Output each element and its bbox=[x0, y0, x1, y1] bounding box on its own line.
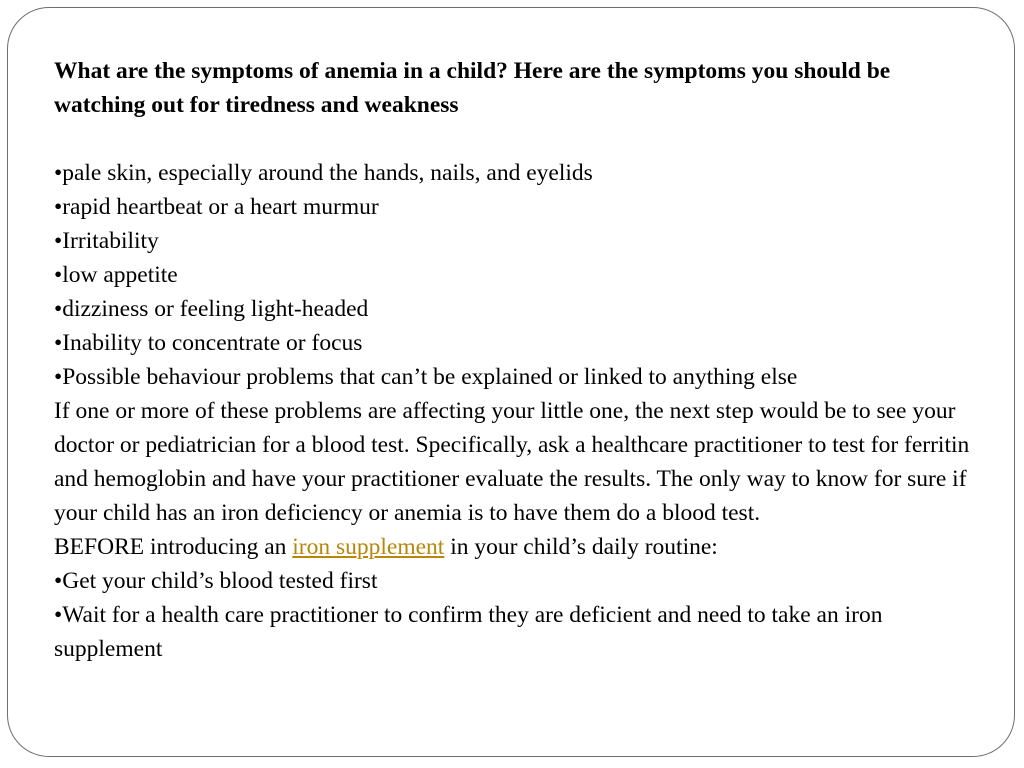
steps-list bbox=[54, 564, 984, 666]
step-item: •Get your child’s blood tested first bbox=[54, 568, 378, 594]
slide-content bbox=[54, 54, 984, 666]
symptom-item: •Inability to concentrate or focus bbox=[54, 330, 363, 356]
symptom-item: •dizziness or feeling light-headed bbox=[54, 296, 369, 322]
symptom-item: •Irritability bbox=[54, 228, 159, 254]
symptom-item: •Possible behaviour problems that can’t be explained or linked to anything else bbox=[54, 364, 798, 390]
iron-supplement-link[interactable]: iron supplement bbox=[292, 534, 445, 560]
symptom-item: •pale skin, especially around the hands, nails, and eyelids bbox=[54, 160, 593, 186]
advice-paragraph: If one or more of these problems are affecting your little one, the next step would be to see your doctor or pediatrician for a blood test. Specifically, ask a healthcare practitioner to test for ferritin and hemoglobin and have your practitioner evaluate the results. The only way to know for sure if your child has an iron deficiency or anemia is to have them do a blood test. bbox=[54, 398, 970, 526]
symptom-list bbox=[54, 156, 984, 394]
before-introducing-line bbox=[54, 530, 984, 564]
symptom-item: •rapid heartbeat or a heart murmur bbox=[54, 194, 379, 220]
before-prefix: BEFORE introducing an bbox=[54, 534, 293, 560]
before-suffix: in your child’s daily routine: bbox=[444, 534, 718, 560]
symptom-item: •low appetite bbox=[54, 262, 178, 288]
step-item: •Wait for a health care practitioner to confirm they are deficient and need to take an iron supplement bbox=[54, 602, 883, 662]
slide-heading: What are the symptoms of anemia in a child? Here are the symptoms you should be watching out for tiredness and weakness bbox=[54, 58, 891, 118]
